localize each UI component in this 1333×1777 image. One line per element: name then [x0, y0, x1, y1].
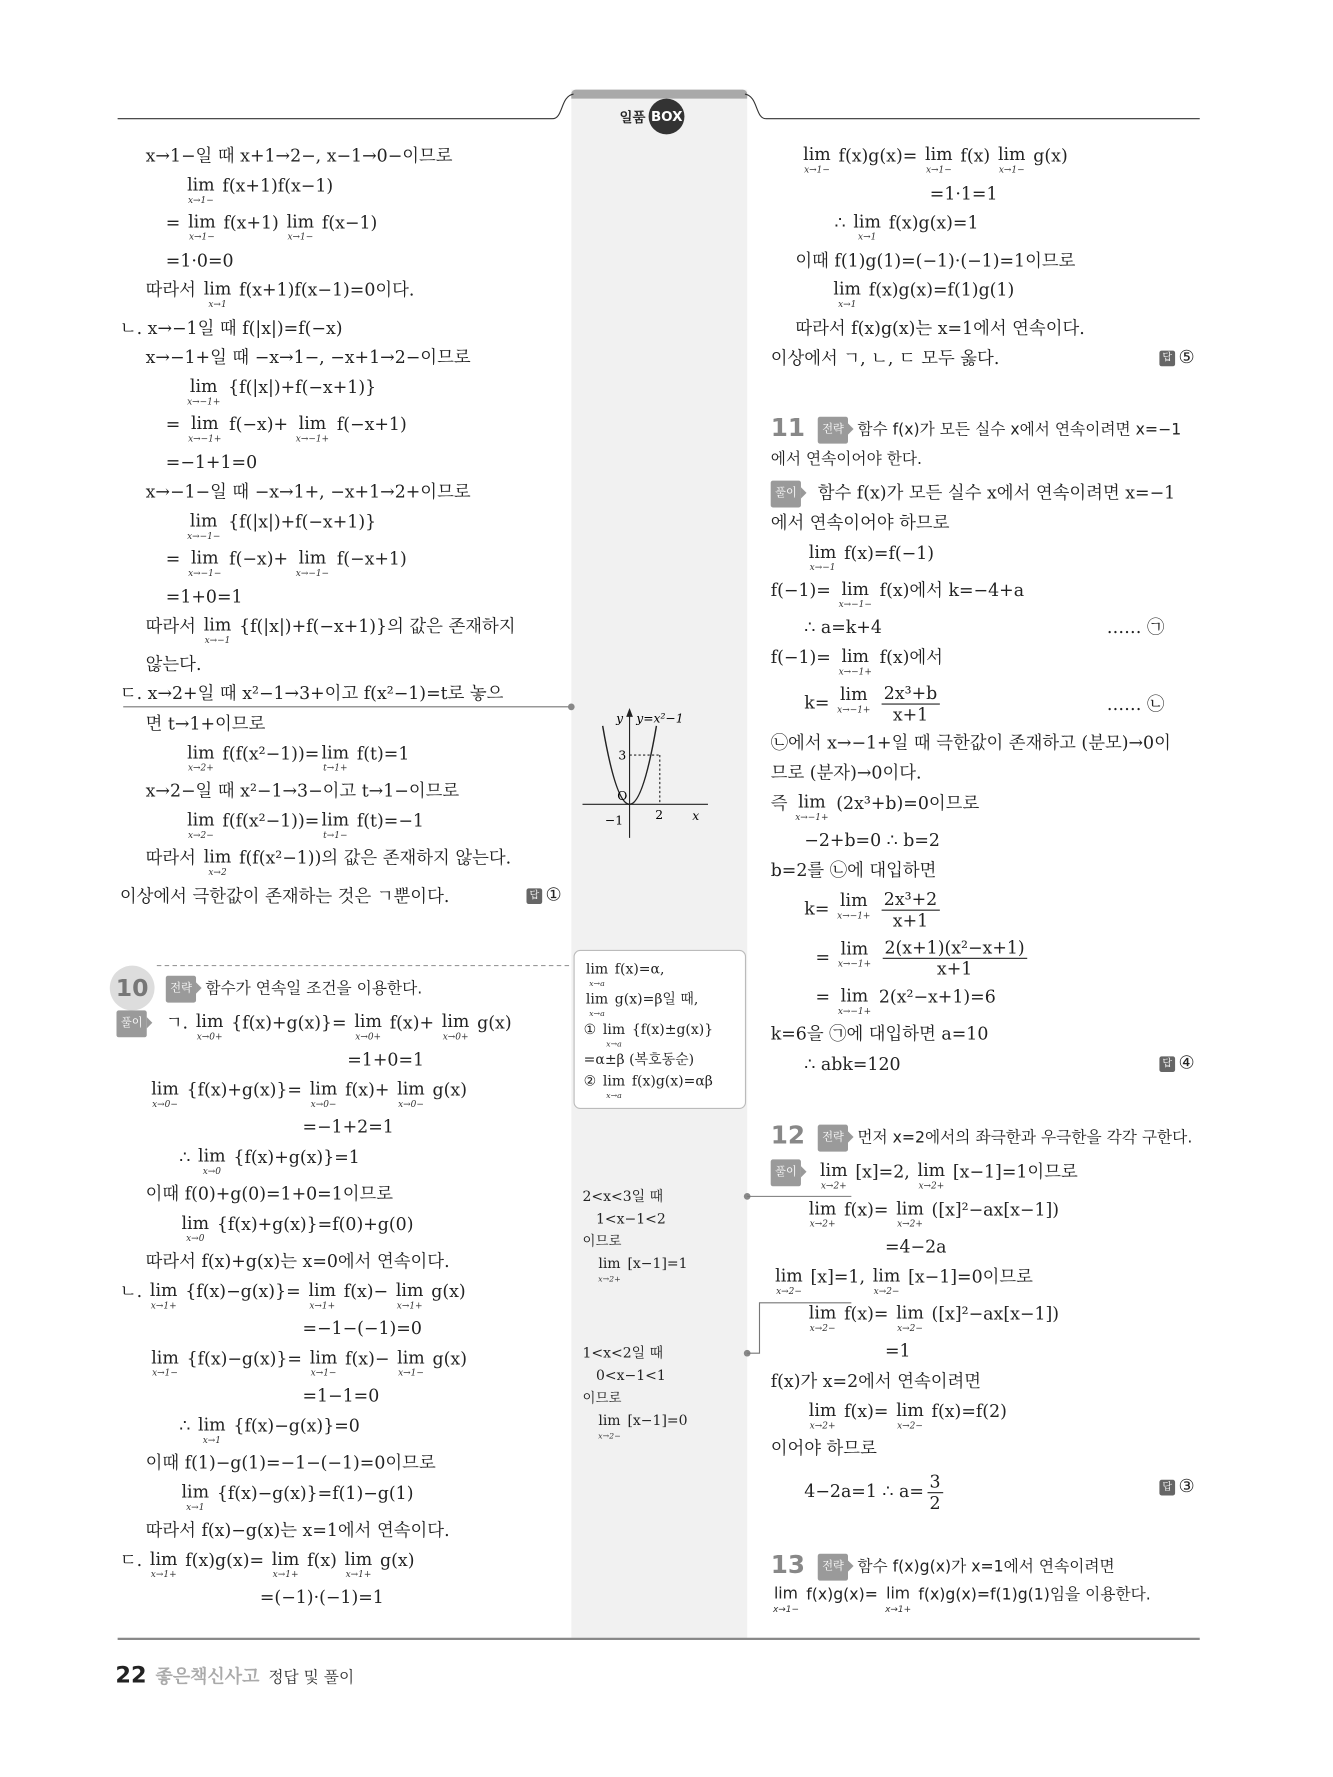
limit-operator: lim x→−1+	[837, 890, 871, 921]
limit-subscript: x→2	[208, 867, 227, 878]
solution-tag: 풀이	[117, 1010, 148, 1037]
limit-subscript: x→−1	[204, 635, 231, 646]
limit-operator: lim x→1	[203, 278, 232, 310]
right-line: 이상에서 ㄱ, ㄴ, ㄷ 모두 옳다.	[770, 348, 1000, 369]
fraction: $\frac{\text{2(x+1)(x²−x+1)}}{x+1}$	[882, 938, 1027, 979]
limit-subscript: x→2−	[897, 1420, 923, 1431]
p12-line: lim x→2− [x]=1, lim x→2− [x−1]=0이므로	[775, 1265, 1033, 1297]
left-line: = lim x→−1+ f(−x)+ lim x→−1+ f(−x+1)	[165, 413, 407, 444]
limit-subscript: x→1+	[150, 1569, 177, 1580]
p10-line: =1+0=1	[347, 1049, 425, 1070]
p11-line: k= lim x→−1+ $\frac{\text{2x³+b}}{x+1}$	[804, 683, 943, 724]
limit-operator: lim x→2	[203, 846, 232, 878]
p12-line: =4−2a	[884, 1236, 947, 1257]
left-line: = lim x→−1− f(−x)+ lim x→−1− f(−x+1)	[165, 547, 407, 579]
left-line: x→1−일 때 x+1→2−, x−1→0−이므로	[145, 145, 453, 166]
p11-line: −2+b=0 ∴ b=2	[804, 830, 940, 851]
limit-subscript: x→−1+	[838, 666, 872, 677]
graph-origin: O	[617, 788, 628, 803]
limit-subscript: x→0	[202, 1166, 221, 1177]
p11-line: 므로 (분자)→0이다.	[770, 762, 922, 784]
p11-line: 즉 lim x→−1+ (2x³+b)=0이므로	[770, 791, 980, 823]
limit-operator: lim x→−1+	[837, 985, 872, 1017]
limit-subscript: x→2−	[809, 1322, 836, 1334]
footer	[115, 1661, 354, 1688]
strategy-text: lim x→1− f(x)g(x)= lim x→1+ f(x)g(x)=f(1)g(1)임을 이용한다.	[771, 1583, 1151, 1614]
strategy-text: 에서 연속이어야 한다.	[770, 450, 923, 469]
left-line: 따라서 lim x→−1 {f(|x|)+f(−x+1)}의 값은 존재하지	[145, 614, 516, 646]
limit-subscript: x→−1+	[295, 433, 330, 444]
right-line: 따라서 f(x)g(x)는 x=1에서 연속이다.	[795, 318, 1085, 339]
limit-operator: lim x→−1−	[295, 547, 330, 579]
limit-operator: lim x→a	[585, 960, 609, 989]
limit-subscript: x→1	[838, 299, 857, 310]
limit-operator: lim x→−1−	[838, 579, 872, 610]
limit-operator: lim x→1+	[395, 1280, 424, 1311]
limit-operator: lim x→1	[198, 1414, 226, 1446]
note-line: =α±β (복호동순)	[583, 1050, 695, 1068]
limit-operator: lim x→0+	[354, 1011, 382, 1042]
limit-operator: lim x→−1−	[187, 510, 221, 542]
answer-mark	[1159, 1475, 1194, 1496]
limit-subscript: x→2+	[598, 1274, 621, 1284]
limit-subscript: x→1	[858, 231, 877, 242]
side-note-line: 2<x<3일 때	[582, 1187, 664, 1205]
limit-subscript: x→2−	[897, 1322, 923, 1334]
limit-operator: lim x→1−	[286, 211, 315, 242]
footer-title: 정답 및 풀이	[268, 1669, 355, 1688]
p10-line: lim x→0− {f(x)+g(x)}= lim x→0− f(x)+ lim x→0− g(x)	[151, 1078, 467, 1109]
left-line: =1·0=0	[165, 250, 234, 272]
graph-tick-3: 3	[618, 748, 627, 763]
answer-icon: 답	[526, 888, 542, 904]
problem-number-10: 10	[110, 966, 155, 1011]
p10-line: =(−1)·(−1)=1	[259, 1587, 384, 1608]
limit-operator: lim x→1+	[149, 1549, 178, 1580]
limit-subscript: x→0−	[310, 1098, 337, 1109]
right-line: =1·1=1	[929, 183, 998, 204]
limit-property-note	[574, 950, 747, 1109]
right-line: ∴ lim x→1 f(x)g(x)=1	[834, 211, 979, 242]
limit-operator: lim x→0−	[397, 1078, 425, 1109]
p10-line: 따라서 f(x)+g(x)는 x=0에서 연속이다.	[145, 1251, 450, 1272]
note-line: ① lim x→a {f(x)±g(x)}	[584, 1018, 745, 1048]
limit-operator: lim x→1+	[344, 1549, 373, 1580]
limit-operator: lim x→−1+	[188, 413, 222, 444]
limit-subscript: x→−1−	[838, 599, 872, 610]
limit-subscript: x→1−	[398, 1367, 424, 1378]
limit-operator: lim x→1−	[309, 1347, 338, 1378]
limit-operator: lim x→−1+	[837, 684, 871, 715]
p10-line: lim x→0 {f(x)+g(x)}=f(0)+g(0)	[181, 1213, 414, 1244]
limit-operator: lim x→2+	[808, 1400, 837, 1431]
p11-line: ㉡에서 x→−1+일 때 극한값이 존재하고 (분모)→0이	[770, 732, 1171, 753]
limit-operator: lim x→1−	[188, 211, 216, 242]
fraction: $\frac{3}{2}$	[927, 1472, 943, 1513]
limit-operator: lim x→−1+	[838, 646, 872, 677]
limit-subscript: x→1−	[188, 231, 215, 242]
problem-number-13: 13	[770, 1551, 806, 1580]
limit-operator: lim x→1+	[308, 1280, 337, 1311]
note-line: ② lim x→a f(x)g(x)=αβ	[584, 1070, 745, 1100]
limit-subscript: x→−1+	[188, 433, 222, 444]
publisher-logo: 좋은책신사고	[155, 1665, 260, 1688]
p12-line: 이어야 하므로	[770, 1438, 877, 1459]
limit-subscript: x→−1+	[187, 396, 221, 407]
answer-mark	[1159, 346, 1194, 367]
p11-line: f(−1)= lim x→−1+ f(x)에서	[770, 646, 943, 677]
strategy-13	[818, 1554, 1115, 1581]
limit-operator: lim x→−1+	[187, 376, 221, 407]
left-line: lim x→−1− {f(|x|)+f(−x+1)}	[187, 510, 377, 542]
answer-icon: 답	[1159, 1056, 1175, 1072]
p10-line: =−1+2=1	[302, 1116, 394, 1138]
strategy-text: 함수가 연속일 조건을 이용한다.	[205, 980, 423, 999]
right-line: lim x→1 f(x)g(x)=f(1)g(1)	[833, 278, 1015, 310]
left-line: = lim x→1− f(x+1) lim x→1− f(x−1)	[165, 211, 378, 242]
answer-value: ①	[545, 883, 562, 906]
p10-line: =−1−(−1)=0	[302, 1318, 422, 1339]
limit-subscript: x→0+	[196, 1031, 223, 1042]
limit-subscript: x→2+	[809, 1420, 836, 1431]
limit-subscript: x→1+	[345, 1569, 372, 1580]
p10-line: lim x→1− {f(x)−g(x)}= lim x→1− f(x)− lim x→1− g(x)	[151, 1347, 467, 1378]
answer-value: ④	[1178, 1051, 1195, 1074]
limit-subscript: x→0+	[442, 1031, 469, 1042]
p11-line: ∴ abk=120	[804, 1054, 901, 1075]
strategy-12	[818, 1125, 1193, 1152]
side-note-line: lim x→2− [x−1]=0	[596, 1409, 688, 1440]
graph-x-label: x	[692, 808, 700, 823]
limit-operator: lim x→2+	[896, 1198, 924, 1229]
limit-subscript: x→−1+	[837, 1005, 872, 1017]
left-line: =−1+1=0	[165, 452, 258, 473]
limit-operator: lim x→2−	[872, 1265, 901, 1297]
left-line: lim x→2+ f(f(x²−1))= lim t→1+ f(t)=1	[187, 742, 410, 773]
problem-number-11: 11	[770, 414, 806, 443]
box-badge: BOX	[649, 99, 685, 135]
strategy-text: 함수 f(x)가 모든 실수 x에서 연속이려면 x=−1	[857, 421, 1182, 440]
limit-operator: lim x→1+	[149, 1280, 178, 1311]
limit-subscript: x→1−	[287, 231, 314, 242]
limit-subscript: x→1	[208, 299, 227, 310]
p10-line: ∴ lim x→0 {f(x)+g(x)}=1	[179, 1145, 360, 1177]
limit-subscript: x→a	[606, 1091, 622, 1101]
limit-operator: lim x→a	[602, 1072, 626, 1101]
limit-subscript: x→1−	[187, 194, 214, 205]
box-header-title: 일품	[619, 109, 646, 125]
p10-line: ㄴ. lim x→1+ {f(x)−g(x)}= lim x→1+ f(x)− lim x→1+ g(x)	[119, 1280, 466, 1311]
limit-subscript: x→−1−	[295, 567, 330, 579]
left-line: x→−1−일 때 −x→1+, −x+1→2+이므로	[145, 481, 471, 502]
limit-operator: lim x→2+	[819, 1160, 848, 1191]
solution-tag: 풀이	[771, 481, 802, 508]
limit-subscript: x→1−	[925, 164, 952, 175]
limit-subscript: x→1−	[152, 1367, 178, 1378]
limit-subscript: x→1+	[396, 1300, 423, 1311]
limit-subscript: x→−1−	[188, 567, 222, 579]
limit-operator: lim x→−1	[203, 614, 232, 646]
limit-subscript: x→1	[186, 1502, 205, 1513]
limit-subscript: x→a	[606, 1039, 622, 1049]
fraction: $\frac{\text{2x³+2}}{x+1}$	[882, 889, 940, 930]
left-line: lim x→−1+ {f(|x|)+f(−x+1)}	[187, 376, 377, 407]
p12-line: lim x→2+ f(x)= lim x→2+ ([x]²−ax[x−1])	[808, 1198, 1060, 1229]
p11-line: lim x→−1 f(x)=f(−1)	[808, 542, 935, 573]
p11-line: b=2를 ㉡에 대입하면	[770, 860, 937, 881]
side-note-a	[583, 1185, 688, 1284]
limit-operator: lim x→1	[833, 278, 862, 310]
note-line: lim x→a g(x)=β일 때,	[584, 988, 745, 1018]
p10-line: =1−1=0	[302, 1385, 380, 1406]
side-note-line: 0<x−1<1	[595, 1366, 666, 1384]
footer-rule	[118, 1638, 1200, 1640]
strategy-tag: 전략	[818, 1554, 849, 1581]
limit-operator: lim x→2+	[808, 1198, 837, 1229]
right-line: 이때 f(1)g(1)=(−1)·(−1)=1이므로	[795, 250, 1076, 272]
limit-subscript: x→2−	[873, 1285, 900, 1297]
limit-operator: lim x→−1+	[795, 791, 829, 823]
solution-tag: 풀이	[771, 1159, 802, 1186]
limit-operator: lim x→−1+	[295, 413, 330, 444]
limit-subscript: x→1+	[272, 1569, 299, 1580]
side-note-line: 1<x−1<2	[595, 1209, 666, 1227]
right-line: lim x→1− f(x)g(x)= lim x→1− f(x) lim x→1− g(x)	[803, 144, 1068, 175]
p11-line: k= lim x→−1+ $\frac{\text{2x³+2}}{x+1}$	[804, 889, 943, 930]
left-line: =1+0=1	[165, 586, 243, 608]
limit-subscript: x→1−	[804, 164, 830, 175]
graph-curve-label: y=x²−1	[636, 711, 684, 726]
p11-line: 에서 연속이어야 하므로	[770, 513, 950, 534]
p11-line: k=6을 ㉠에 대입하면 a=10	[770, 1023, 989, 1045]
p10-line: ㄷ. lim x→1+ f(x)g(x)= lim x→1+ f(x) lim x→1+ g(x)	[119, 1549, 415, 1580]
limit-operator: lim x→0−	[309, 1078, 338, 1109]
limit-subscript: x→1+	[309, 1300, 336, 1311]
strategy-10	[166, 976, 422, 1003]
limit-operator: lim x→−1+	[837, 938, 872, 969]
limit-subscript: x→2−	[776, 1285, 802, 1297]
left-line: 않는다.	[145, 654, 202, 675]
strategy-text: 함수 f(x)g(x)가 x=1에서 연속이려면	[857, 1558, 1115, 1577]
fraction: $\frac{\text{2x³+b}}{x+1}$	[882, 683, 940, 724]
p11-line: = lim x→−1+ $\frac{\text{2(x+1)(x²−x+1)}}{x+1}$	[816, 938, 1031, 979]
p10-line: ㄱ. lim x→0+ {f(x)+g(x)}= lim x→0+ f(x)+ lim x→0+ g(x)	[165, 1011, 512, 1042]
graph-y-label: y	[616, 711, 624, 726]
p10-line: lim x→1 {f(x)−g(x)}=f(1)−g(1)	[181, 1482, 414, 1513]
limit-operator: lim x→0−	[151, 1078, 179, 1109]
limit-subscript: x→a	[589, 979, 605, 989]
limit-subscript: t→1−	[323, 830, 348, 841]
limit-operator: lim x→0+	[441, 1011, 470, 1042]
answer-icon: 답	[1159, 1479, 1175, 1495]
limit-operator: lim x→2−	[896, 1400, 924, 1431]
p10-line: 따라서 f(x)−g(x)는 x=1에서 연속이다.	[145, 1520, 450, 1541]
answer-mark	[1159, 1052, 1194, 1073]
limit-operator: lim x→1	[853, 211, 881, 242]
limit-operator: lim x→−1	[808, 542, 837, 573]
side-note-line: 이므로	[582, 1233, 622, 1250]
p10-line: 이때 f(0)+g(0)=1+0=1이므로	[145, 1184, 394, 1205]
limit-operator: lim x→−1−	[188, 547, 222, 579]
solution-tag-11	[771, 481, 811, 508]
limit-operator: lim x→2+	[917, 1160, 946, 1191]
limit-operator: lim x→1+	[271, 1549, 300, 1580]
equation-mark-1: …… ㉠	[1106, 617, 1165, 638]
limit-subscript: x→2−	[598, 1431, 621, 1441]
parabola-graph	[574, 703, 742, 840]
limit-subscript: x→1+	[885, 1604, 912, 1615]
note-line: lim x→a f(x)=α,	[584, 958, 745, 988]
strategy-tag: 전략	[818, 417, 849, 444]
limit-operator: lim x→1−	[397, 1347, 425, 1378]
strategy-text: 먼저 x=2에서의 좌극한과 우극한을 각각 구한다.	[857, 1129, 1193, 1148]
graph-tick-2: 2	[655, 807, 664, 822]
problem-number-12: 12	[770, 1122, 806, 1151]
strategy-11	[818, 417, 1181, 444]
side-note-line: 1<x<2일 때	[582, 1344, 664, 1362]
limit-operator: lim x→2−	[896, 1302, 924, 1334]
limit-operator: lim t→1+	[321, 742, 350, 773]
limit-operator: lim x→1+	[885, 1585, 912, 1615]
strategy-tag: 전략	[818, 1125, 849, 1152]
limit-operator: lim x→2−	[598, 1411, 621, 1441]
limit-operator: lim x→1	[181, 1482, 210, 1513]
left-line: ㄴ. x→−1일 때 f(|x|)=f(−x)	[119, 318, 343, 339]
side-note-b	[583, 1342, 688, 1441]
limit-operator: lim t→1−	[321, 809, 350, 841]
solution-tag-10	[117, 1010, 157, 1037]
limit-subscript: x→2+	[820, 1180, 847, 1191]
left-line: 면 t→1+이므로	[145, 713, 266, 734]
limit-subscript: x→0	[186, 1233, 205, 1244]
solution-tag-12	[771, 1159, 811, 1186]
limit-operator: lim x→0	[198, 1145, 226, 1177]
limit-subscript: x→1+	[150, 1300, 177, 1311]
limit-subscript: t→1+	[323, 762, 348, 773]
limit-subscript: x→−1+	[795, 812, 829, 823]
answer-value: ⑤	[1178, 346, 1195, 368]
limit-operator: lim x→2−	[775, 1265, 803, 1297]
answer-value: ③	[1178, 1475, 1195, 1497]
limit-subscript: x→−1+	[837, 704, 871, 715]
p11-line: 함수 f(x)가 모든 실수 x에서 연속이려면 x=−1	[817, 482, 1176, 503]
strategy-tag: 전략	[166, 976, 197, 1003]
p12-line: lim x→2+ f(x)= lim x→2− f(x)=f(2)	[808, 1400, 1007, 1431]
limit-operator: lim x→1−	[925, 144, 953, 175]
limit-subscript: x→1−	[772, 1604, 799, 1615]
p12-line: =1	[884, 1340, 911, 1362]
limit-subscript: x→−1	[809, 562, 836, 573]
equation-mark-2: …… ㉡	[1106, 694, 1165, 715]
limit-subscript: x→0−	[398, 1098, 424, 1109]
limit-operator: lim x→2−	[187, 809, 215, 841]
p10-line: ∴ lim x→1 {f(x)−g(x)}=0	[179, 1414, 360, 1446]
limit-subscript: x→2+	[897, 1218, 923, 1229]
limit-subscript: x→−1+	[837, 910, 871, 921]
limit-subscript: x→1	[202, 1434, 221, 1446]
limit-operator: lim x→1−	[187, 174, 215, 205]
page-number: 22	[115, 1661, 147, 1689]
left-line: ㄷ. x→2+일 때 x²−1→3+이고 f(x²−1)=t로 놓으	[119, 683, 504, 704]
p12-line: lim x→2+ [x]=2, lim x→2+ [x−1]=1이므로	[819, 1160, 1078, 1191]
p12-line: f(x)가 x=2에서 연속이려면	[770, 1371, 982, 1392]
left-line: lim x→2− f(f(x²−1))= lim t→1− f(t)=−1	[187, 809, 424, 841]
p10-line: 이때 f(1)−g(1)=−1−(−1)=0이므로	[145, 1452, 436, 1474]
limit-operator: lim x→2+	[598, 1254, 621, 1284]
limit-operator: lim x→2+	[187, 742, 215, 773]
limit-operator: lim x→1−	[803, 144, 831, 175]
side-note-line: 이므로	[582, 1390, 622, 1406]
limit-operator: lim x→0	[181, 1213, 210, 1244]
limit-operator: lim x→2−	[808, 1302, 837, 1334]
limit-subscript: x→a	[589, 1009, 605, 1019]
limit-subscript: x→−1+	[837, 958, 872, 969]
limit-operator: lim x→0+	[195, 1011, 224, 1042]
left-line: 따라서 lim x→2 f(f(x²−1))의 값은 존재하지 않는다.	[145, 846, 512, 878]
limit-subscript: x→−1−	[187, 530, 221, 542]
answer-icon: 답	[1159, 350, 1175, 366]
p11-line: ∴ a=k+4	[804, 617, 882, 638]
side-note-line: lim x→2+ [x−1]=1	[596, 1252, 688, 1283]
limit-operator: lim x→a	[585, 990, 609, 1019]
limit-operator: lim x→a	[602, 1020, 626, 1049]
left-line: lim x→1− f(x+1)f(x−1)	[187, 174, 334, 205]
limit-subscript: x→2+	[187, 762, 214, 773]
left-line: x→−1+일 때 −x→1−, −x+1→2−이므로	[145, 347, 471, 368]
limit-subscript: x→2−	[187, 830, 214, 841]
limit-operator: lim x→1−	[151, 1347, 179, 1378]
left-line: 이상에서 극한값이 존재하는 것은 ㄱ뿐이다.	[119, 886, 450, 907]
p12-line: 4−2a=1 ∴ a= $\frac{3}{2}$	[804, 1472, 946, 1513]
limit-subscript: x→1−	[310, 1367, 337, 1378]
left-line: x→2−일 때 x²−1→3−이고 t→1−이므로	[145, 780, 460, 801]
p11-line: f(−1)= lim x→−1− f(x)에서 k=−4+a	[770, 579, 1025, 610]
p11-line: = lim x→−1+ 2(x²−x+1)=6	[815, 985, 996, 1017]
limit-subscript: x→0−	[152, 1098, 178, 1109]
left-line: 따라서 lim x→1 f(x+1)f(x−1)=0이다.	[145, 278, 415, 310]
limit-subscript: x→2+	[809, 1218, 836, 1229]
p12-line: lim x→2− f(x)= lim x→2− ([x]²−ax[x−1])	[808, 1302, 1060, 1334]
graph-tick-neg1: −1	[604, 813, 624, 828]
limit-subscript: x→2+	[918, 1180, 945, 1191]
limit-operator: lim x→1−	[997, 144, 1026, 175]
limit-operator: lim x→1−	[772, 1585, 799, 1615]
limit-subscript: x→1−	[998, 164, 1025, 175]
limit-subscript: x→0+	[355, 1031, 382, 1042]
